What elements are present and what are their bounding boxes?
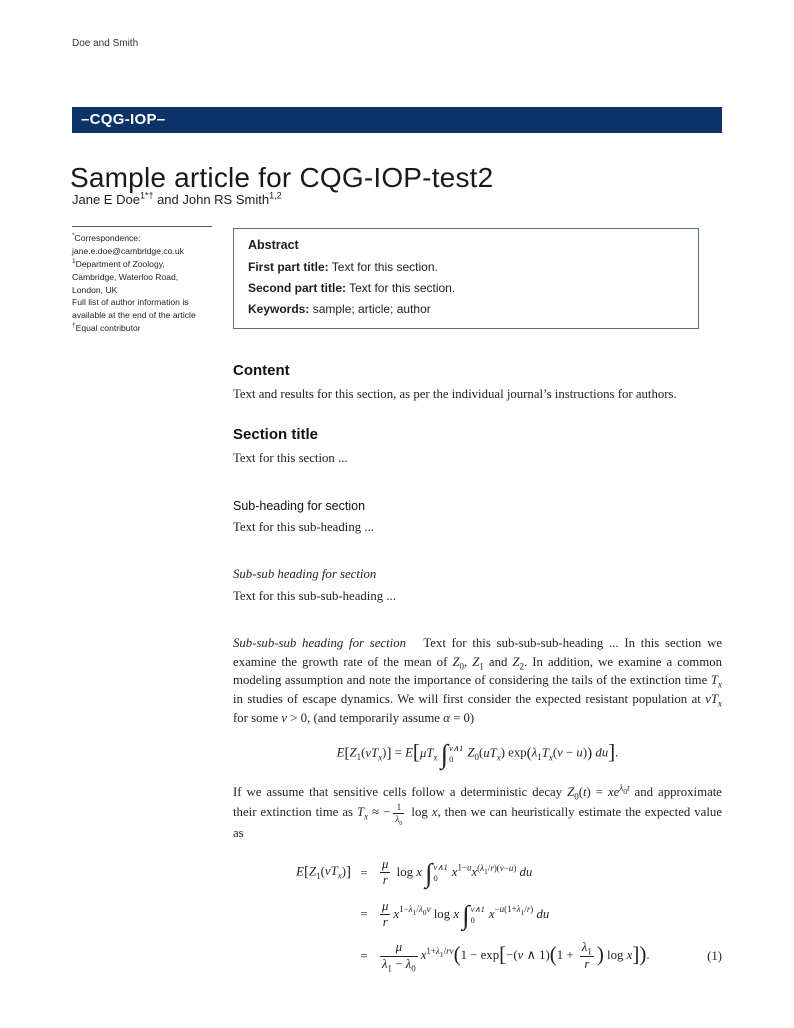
- equation-rhs: $\frac{\mu}{r}$ log x ∫ v∧1 0 $x^{1-u}x^{(\lambda_1/r)(v-u)}$ du: [382, 857, 533, 888]
- sidebar-line: *Correspondence:: [72, 232, 141, 243]
- sidebar-line: London, UK: [72, 284, 118, 295]
- abstract-item-label: Keywords:: [248, 302, 310, 316]
- correspondence-block: [72, 226, 212, 335]
- equation-lhs: $E[Z_1(vT_x)]$: [296, 863, 351, 881]
- equation-array: [233, 857, 722, 972]
- equation-number: (1): [707, 948, 722, 963]
- abstract-heading: Abstract: [248, 238, 299, 252]
- abstract-item-text: Text for this section.: [346, 281, 456, 295]
- abstract-item: [248, 302, 684, 316]
- sidebar-line: Cambridge, Waterloo Road,: [72, 271, 179, 282]
- abstract-item: [248, 260, 684, 274]
- subsection-body: Text for this sub-heading ...: [233, 519, 374, 534]
- sidebar-line: available at the end of the article: [72, 310, 196, 321]
- equation-relation: =: [360, 907, 368, 922]
- equation-row: [233, 940, 722, 972]
- equation-relation: =: [360, 948, 368, 963]
- body-paragraph: If we assume that sensitive cells follow a deterministic decay $Z_0(t) = xe^{\lambda_0t}$ and approximate their extinction time as $T_x$ ≈ − $\frac{1}{\lambda_0}$ log x, then we can heuristically estimate the expected value as: [233, 783, 722, 841]
- equation-row: [233, 899, 722, 931]
- sidebar-line: Full list of author information is: [72, 297, 189, 308]
- abstract-box: [233, 228, 699, 329]
- abstract-item: [248, 281, 684, 295]
- section-body: Text for this section ...: [233, 451, 348, 466]
- main-column: [233, 360, 722, 982]
- sidebar-line: †Equal contributor: [72, 322, 141, 334]
- content-heading: Content: [233, 362, 290, 379]
- subsubsection-heading: Sub-sub heading for section: [233, 567, 377, 582]
- section-heading: Section title: [233, 426, 319, 444]
- equation-relation: =: [360, 865, 368, 880]
- correspondence-email: jane.e.doe@cambridge.co.uk: [72, 245, 184, 256]
- abstract-item-label: First part title:: [248, 260, 329, 274]
- content-body: Text and results for this section, as per the individual journal’s instructions for authors.: [233, 386, 677, 401]
- page-title: Sample article for CQG-IOP-test2: [70, 161, 494, 193]
- author-line: Jane E Doe$^{1*\dagger}$ and John RS Smith$^{1,2}$: [72, 190, 282, 207]
- subsection-heading: Sub-heading for section: [233, 498, 366, 513]
- abstract-item-text: Text for this section.: [328, 260, 438, 274]
- display-equation: $E[Z_1(vT_x)] = E[\mu T_x$ ∫ v∧1 0 $Z_0(uT_x) \exp(\lambda_1T_x(v - u))$ du].: [336, 738, 619, 769]
- body-paragraph: Sub-sub-sub heading for section Text for this sub-sub-sub-heading ... In this section we examine the growth rate of the mean of $Z_0$, $Z_1$ and $Z_2$. In addition, we examine a common modeling assumption and note the importance of considering the tails of the extinction time $T_x$ in studies of escape dynamics. We will first consider the expected resistant population at $vT_x$ for some v > 0, (and temporarily assume α = 0): [233, 636, 722, 725]
- sidebar-line: $^1$Department of Zoology,: [72, 257, 165, 269]
- equation-rhs: $\frac{\mu}{r}$ $x^{1-\lambda_1/\lambda_0v}$ log x ∫ v∧1 0 $x^{-u(1+\lambda_1/r)}$ du: [382, 898, 550, 930]
- running-head: Doe and Smith: [72, 38, 139, 49]
- equation-rhs: $\frac{\mu}{\lambda_1 - \lambda_0}$ $x^{1+\lambda_1/rv}(1 - \exp[-(v$ ∧ 1)(1 + $\frac{\lambda_1}{r}$ ) log x]).: [382, 940, 650, 974]
- journal-banner: –CQG-IOP–: [72, 107, 722, 133]
- equation-row: [233, 857, 722, 889]
- abstract-item-text: sample; article; author: [309, 302, 431, 316]
- abstract-item-label: Second part title:: [248, 281, 347, 295]
- subsubsection-body: Text for this sub-sub-heading ...: [233, 588, 396, 603]
